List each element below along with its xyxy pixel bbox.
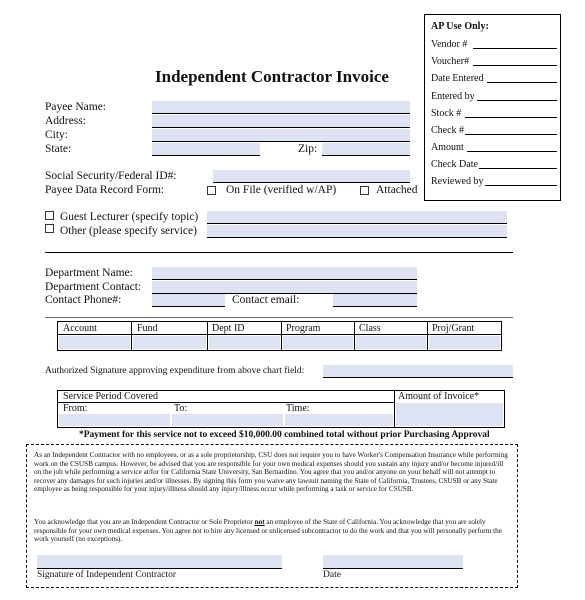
ap-amount-line[interactable] [467, 151, 557, 152]
col-dept-id: Dept ID [212, 323, 245, 334]
chart-field-header-divider [58, 334, 501, 335]
address-field[interactable] [152, 115, 410, 127]
attached-checkbox[interactable] [360, 186, 369, 195]
payee-name-label: Payee Name: [45, 101, 106, 113]
col-account: Account [63, 323, 97, 334]
ap-voucher-label: Voucher# [431, 56, 470, 67]
ap-check-label: Check # [431, 125, 465, 136]
city-field[interactable] [152, 129, 410, 141]
service-period-amount-divider [394, 391, 395, 427]
payment-note: *Payment for this service not to exceed $10,000.00 combined total without prior Purchasing Approval [79, 430, 490, 440]
ap-check-date-line[interactable] [479, 168, 557, 169]
chart-field-col-divider [281, 322, 282, 350]
col-fund: Fund [137, 323, 158, 334]
service-period-header-divider [58, 402, 394, 403]
ap-stock-line[interactable] [465, 117, 557, 118]
ssn-field[interactable] [213, 170, 410, 182]
state-field[interactable] [152, 143, 260, 155]
ap-check-date-label: Check Date [431, 159, 478, 170]
on-file-checkbox[interactable] [207, 186, 216, 195]
department-name-field[interactable] [152, 267, 417, 279]
contractor-signature-label: Signature of Independent Contractor [37, 570, 177, 580]
authorized-signature-label: Authorized Signature approving expenditure from above chart field: [45, 366, 305, 376]
payee-name-line [152, 113, 410, 114]
zip-field[interactable] [322, 143, 410, 155]
on-file-label: On File (verified w/AP) [226, 184, 337, 196]
page-title: Independent Contractor Invoice [155, 67, 389, 86]
contact-email-field[interactable] [333, 294, 417, 306]
time-input[interactable] [285, 414, 393, 426]
service-period-heading: Service Period Covered [63, 391, 158, 402]
disclaimer-box [26, 444, 518, 588]
chart-field-col-divider [131, 322, 132, 350]
guest-lecturer-line [207, 223, 507, 224]
contact-phone-line [152, 306, 225, 307]
disclaimer-paragraph-2 [34, 518, 512, 544]
service-period-table [57, 390, 505, 428]
amount-label: Amount of Invoice* [398, 391, 480, 402]
ap-use-only-box [424, 14, 561, 201]
ap-date-entered-label: Date Entered [431, 73, 484, 84]
ap-vendor-line[interactable] [473, 48, 557, 49]
ssn-label: Social Security/Federal ID#: [45, 170, 177, 182]
address-line [152, 127, 410, 128]
amount-input[interactable] [396, 403, 503, 426]
guest-lecturer-field[interactable] [207, 211, 507, 223]
disclaimer-not-emphasis: not [254, 518, 265, 526]
from-input[interactable] [59, 414, 170, 426]
attached-label: Attached [376, 184, 418, 196]
department-name-line [152, 279, 417, 280]
disclaimer-para2-end: an employee of the State of California. You acknowledge that you are solely responsible for your own medical expenses. You agree not to hire any licensed or unlicensed subcontractor to do the work and that you will personally perform the work yourself (no exceptions). [34, 518, 502, 544]
disclaimer-paragraph-1: As an Independent Contractor with no employees, or as a sole proprietorship, CSU does not require you to have Worker's Compensation Insurance while performing work on the CSUSB campus. However, be advised that you are responsible for your own medical expenses should you sustain any injury and/or become injured/ill on the job while performing a service at/for for California State University, San Bernardino. You agree that you and/or anyone on your behalf will not attempt to recover any damages for such injuries and/or illnesses. By signing this form you waive any lawsuit naming the State of California, Trustees, CSUSB or any State employee as being responsible for your injury/illness should any injury/illness occur while performing a task or service for CSUSB. [34, 451, 508, 494]
other-service-field[interactable] [207, 225, 507, 237]
ap-reviewed-by-label: Reviewed by [431, 176, 484, 187]
zip-line [322, 155, 410, 156]
date-label: Date [323, 570, 341, 580]
ssn-line [213, 182, 410, 183]
contact-phone-field[interactable] [152, 294, 225, 306]
chart-field-table [57, 321, 502, 351]
authorized-signature-line [323, 377, 513, 378]
to-input[interactable] [172, 414, 283, 426]
ap-voucher-line[interactable] [473, 65, 557, 66]
program-input[interactable] [283, 336, 353, 349]
ap-vendor-label: Vendor # [431, 39, 468, 50]
account-input[interactable] [59, 336, 130, 349]
guest-lecturer-checkbox[interactable] [45, 211, 54, 220]
dept-id-input[interactable] [209, 336, 280, 349]
contractor-signature-line [37, 568, 282, 569]
other-service-label: Other (please specify service) [60, 225, 197, 237]
ap-stock-label: Stock # [431, 108, 462, 119]
city-label: City: [45, 129, 69, 141]
record-form-label: Payee Data Record Form: [45, 184, 165, 196]
department-contact-field[interactable] [152, 281, 417, 293]
fund-input[interactable] [133, 336, 206, 349]
state-label: State: [45, 143, 72, 155]
ap-reviewed-by-line[interactable] [485, 185, 557, 186]
proj-grant-input[interactable] [429, 336, 500, 349]
other-service-checkbox[interactable] [45, 224, 54, 233]
ap-date-entered-line[interactable] [487, 82, 557, 83]
contact-phone-label: Contact Phone#: [45, 294, 122, 306]
other-service-line [207, 237, 507, 238]
guest-lecturer-label: Guest Lecturer (specify topic) [60, 211, 199, 223]
time-label: Time: [286, 403, 310, 414]
signature-date-line [323, 568, 463, 569]
chart-field-col-divider [207, 322, 208, 350]
section-divider [45, 317, 513, 318]
col-proj-grant: Proj/Grant [432, 323, 475, 334]
department-name-label: Department Name: [45, 267, 133, 279]
class-input[interactable] [356, 336, 426, 349]
disclaimer-para2-start: You acknowledge that you are an Independent Contractor or Sole Proprietor [34, 518, 255, 526]
city-line [152, 141, 410, 142]
chart-field-col-divider [427, 322, 428, 350]
from-label: From: [63, 403, 88, 414]
state-line [152, 155, 260, 156]
col-program: Program [286, 323, 321, 334]
zip-label: Zip: [298, 143, 318, 155]
to-label: To: [174, 403, 188, 414]
ap-check-line[interactable] [465, 134, 557, 135]
address-label: Address: [45, 115, 86, 127]
other-service-line-2[interactable] [45, 252, 513, 253]
authorized-signature-field[interactable] [323, 365, 513, 377]
signature-date-field[interactable] [323, 555, 463, 569]
col-class: Class [359, 323, 381, 334]
contact-email-label: Contact email: [232, 294, 300, 306]
ap-heading: AP Use Only: [431, 21, 489, 32]
ap-amount-label: Amount [431, 142, 464, 153]
ap-entered-by-label: Entered by [431, 91, 475, 102]
ap-entered-by-line[interactable] [477, 100, 557, 101]
contractor-signature-field[interactable] [37, 555, 282, 569]
chart-field-col-divider [354, 322, 355, 350]
department-contact-label: Department Contact: [45, 281, 142, 293]
contact-email-line [333, 306, 417, 307]
payee-name-field[interactable] [152, 101, 410, 113]
